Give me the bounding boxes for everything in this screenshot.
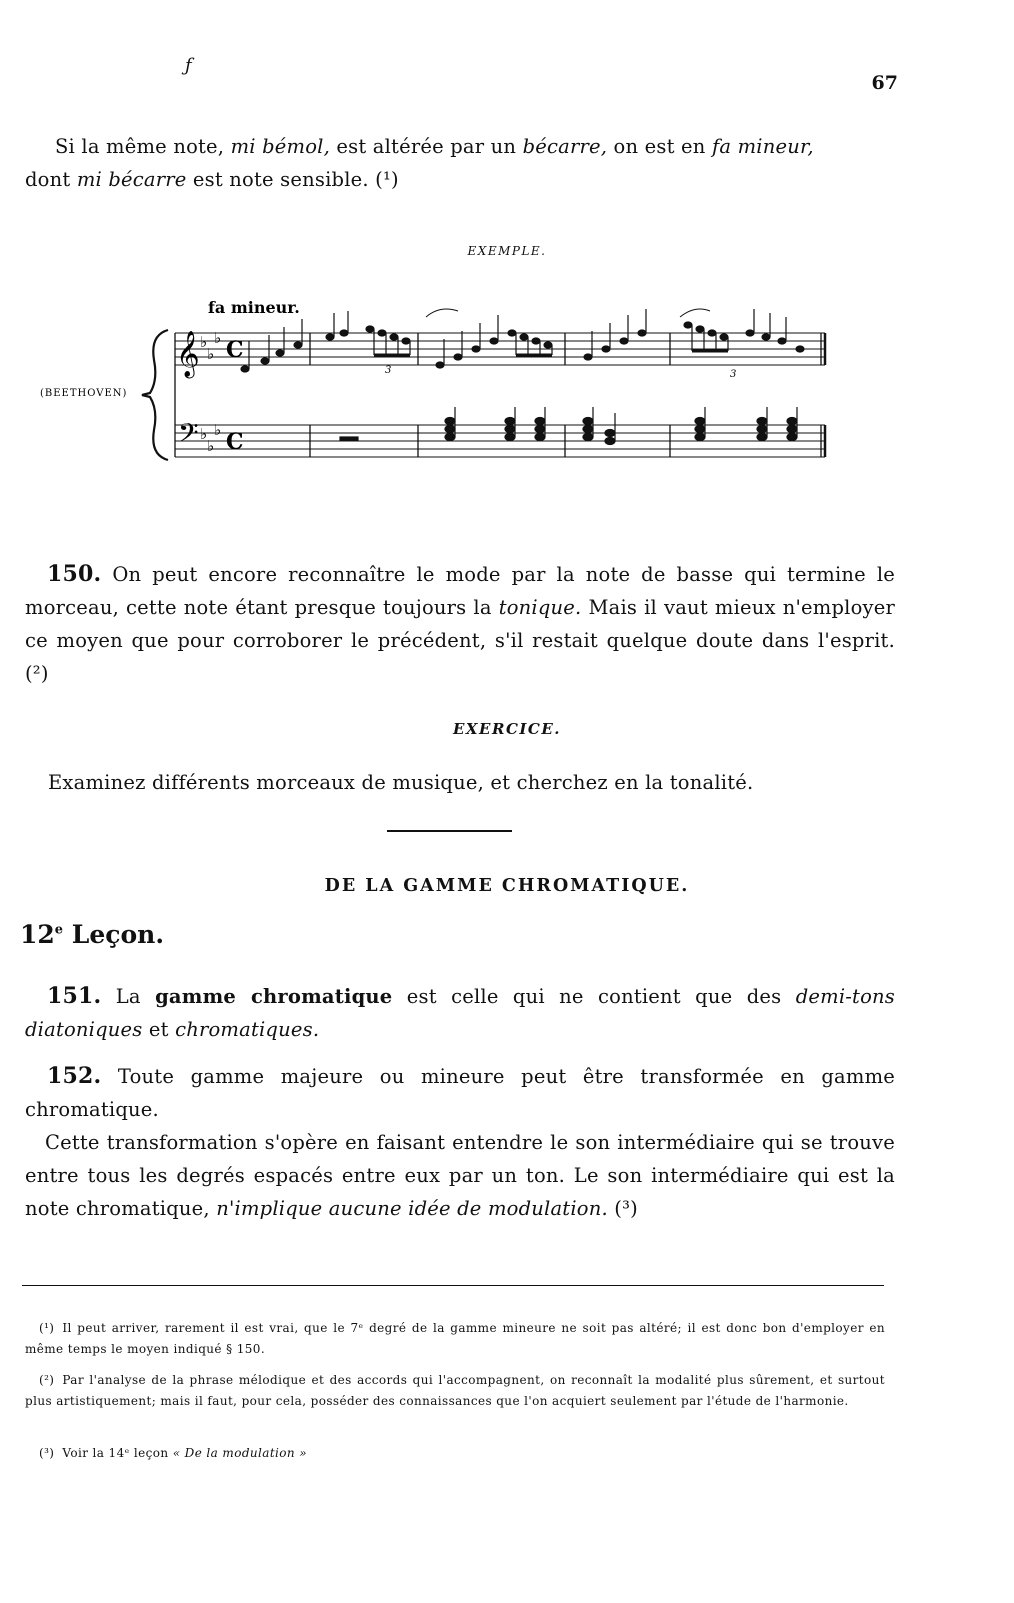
footnote-3 <box>25 1443 885 1464</box>
paragraph-number: 152. <box>47 1063 102 1089</box>
svg-text:♭: ♭ <box>207 345 215 363</box>
text: est note sensible. (¹) <box>186 168 399 191</box>
italic-text: n'implique aucune idée de modulation. <box>216 1197 608 1220</box>
footnote-text: Il peut arriver, rarement il est vrai, que le 7ᵉ degré de la gamme mineure ne soit pas altéré; il est donc bon d'employer en même temps le moyen indiqué § 150. <box>25 1321 885 1356</box>
italic-text: chromatiques. <box>175 1018 320 1041</box>
triplet-mark: 3 <box>385 365 392 376</box>
footnote-2 <box>25 1370 885 1412</box>
paragraph-number: 150. <box>47 561 102 587</box>
text: Si la même note, <box>55 135 231 158</box>
italic-text: demi-tons diatoniques <box>25 985 895 1041</box>
bass-staff <box>175 425 825 457</box>
section-title: DE LA GAMME CHROMATIQUE. <box>324 876 690 896</box>
bass-clef-icon: 𝄢 <box>178 417 199 455</box>
paragraph-150 <box>25 558 895 690</box>
bass-notes <box>340 407 797 445</box>
italic-text: fa mineur, <box>711 135 814 158</box>
lesson-number: 12 <box>20 920 55 949</box>
text: et <box>142 1018 176 1041</box>
text: dont <box>25 168 77 191</box>
lesson-label: Leçon. <box>63 920 165 949</box>
exercice-title: EXERCICE. <box>452 720 562 738</box>
text: Cette transformation s'opère en faisant entendre le son intermédiaire qui se trouve entre tous les degrés espacés entre eux par un ton. Le son intermédiaire qui est la note chromatique, <box>25 1131 895 1220</box>
text: La <box>101 985 156 1008</box>
svg-text:C: C <box>226 429 244 455</box>
footnote-divider <box>22 1285 884 1286</box>
divider <box>387 830 512 832</box>
line-1 <box>25 130 905 163</box>
text: Mais il vaut mieux n'employer ce moyen que pour corroborer le précédent, s'il restait quelque doute dans l'esprit. (²) <box>25 596 896 685</box>
svg-text:♭: ♭ <box>200 333 208 351</box>
paragraph-number: 151. <box>47 983 102 1009</box>
footnote-text: Voir la 14ᵉ leçon <box>62 1446 173 1460</box>
brace <box>142 330 168 460</box>
paragraph-152 <box>25 1060 895 1126</box>
text: (³) <box>607 1197 638 1220</box>
line-2 <box>25 163 905 196</box>
svg-text:C: C <box>226 337 244 363</box>
lesson-number-suffix: e <box>54 922 64 938</box>
text: est altérée par un <box>330 135 523 158</box>
svg-text:♭: ♭ <box>214 421 222 439</box>
paragraph-mi-bemol <box>25 130 905 196</box>
footnote-1 <box>25 1318 885 1360</box>
key-label: fa mineur. <box>208 298 300 317</box>
svg-text:♭: ♭ <box>207 437 215 455</box>
page-number: 67 <box>871 72 898 94</box>
text: On peut encore reconnaître le mode par la note de basse qui termine le morceau, cette note étant presque toujours la <box>25 563 895 619</box>
footnote-mark: (¹) <box>39 1321 55 1335</box>
paragraph-151 <box>25 980 895 1046</box>
time-signature <box>226 337 244 455</box>
italic-text: bécarre, <box>522 135 608 158</box>
italic-text: mi bécarre <box>76 168 187 191</box>
text: on est en <box>607 135 712 158</box>
italic-text: tonique. <box>498 596 582 619</box>
bold-text: gamme chromatique <box>155 985 393 1008</box>
footnote-text: Par l'analyse de la phrase mélodique et des accords qui l'accompagnent, on reconnaît la modalité plus sûrement, et surtout plus artistiquement; mais il faut, pour cela, posséder des connaissances que l'on acquiert seulement par l'étude de l'harmonie. <box>25 1373 885 1408</box>
slurs <box>426 309 710 317</box>
key-signature-flats <box>200 329 221 455</box>
footnote-mark: (²) <box>39 1373 55 1387</box>
paragraph-152-continued <box>25 1126 895 1225</box>
footnote-italic-text: « De la modulation » <box>172 1446 307 1460</box>
italic-text: mi bémol, <box>230 135 331 158</box>
lesson-title <box>20 920 164 949</box>
music-score <box>40 295 840 475</box>
example-title: EXEMPLE. <box>467 244 547 258</box>
svg-text:♭: ♭ <box>214 329 222 347</box>
triplet-mark: 3 <box>730 369 737 380</box>
text: est celle qui ne contient que des <box>392 985 796 1008</box>
svg-text:♭: ♭ <box>200 425 208 443</box>
exercice-text: Examinez différents morceaux de musique, et cherchez en la tonalité. <box>48 771 754 794</box>
text: Toute gamme majeure ou mineure peut être transformée en gamme chromatique. <box>25 1065 895 1121</box>
footnote-mark: (³) <box>39 1446 55 1460</box>
corner-mark: ƒ <box>185 55 192 76</box>
treble-clef-icon: 𝄞 <box>176 331 200 377</box>
composer-label: (BEETHOVEN) <box>40 388 128 399</box>
